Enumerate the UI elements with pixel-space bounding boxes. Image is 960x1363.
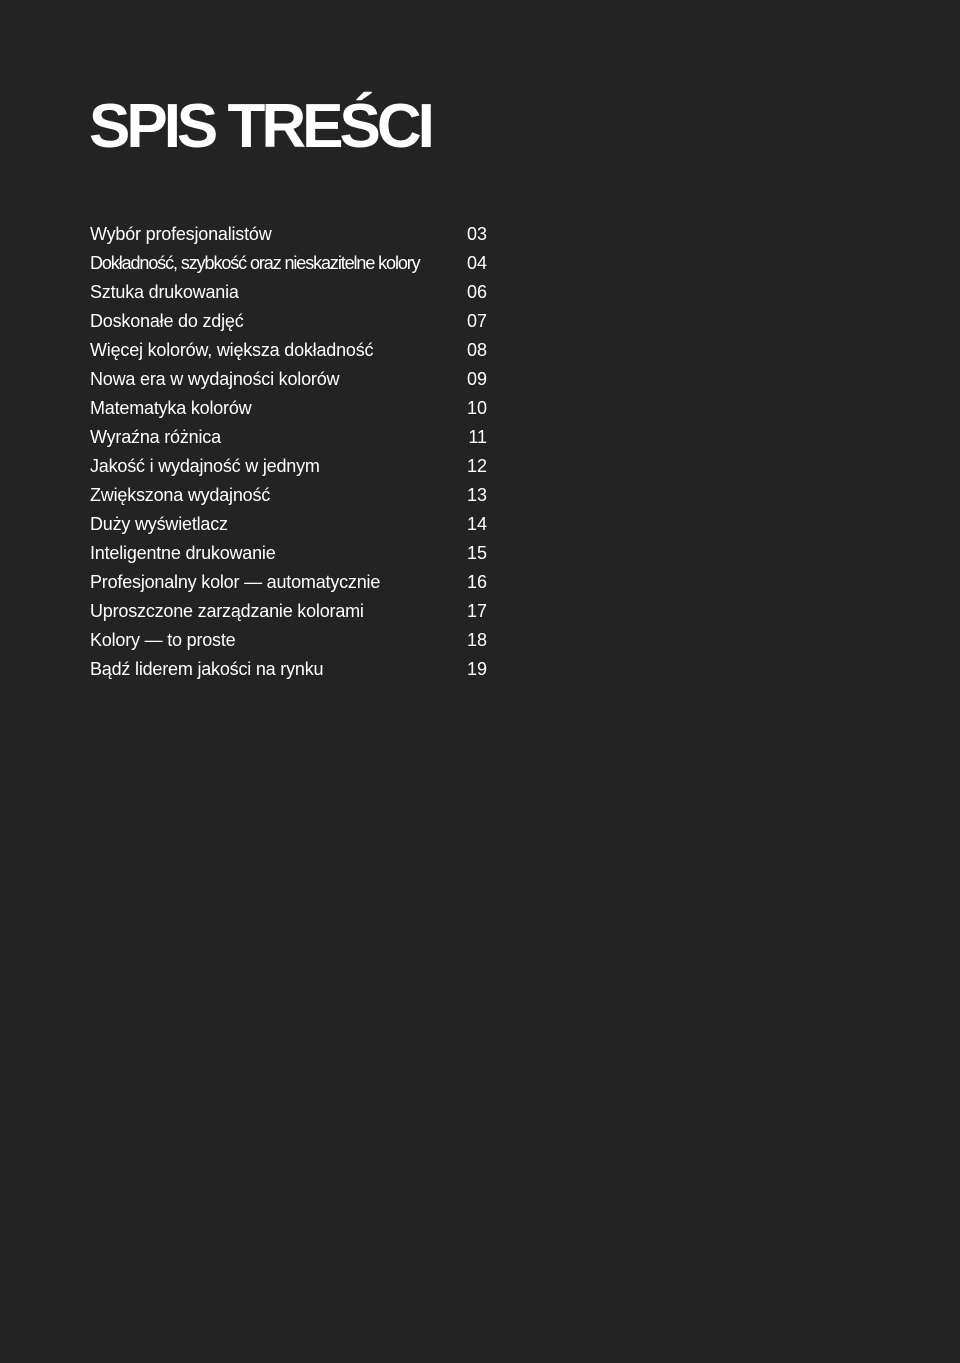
toc-entry[interactable]: [90, 626, 490, 655]
toc-entry[interactable]: [90, 220, 490, 249]
toc-entry[interactable]: [90, 597, 490, 626]
toc-entry-page: 07: [466, 311, 487, 331]
toc-entry[interactable]: [90, 510, 490, 539]
toc-entry-title: Bądź liderem jakości na rynku: [90, 659, 324, 679]
toc-entry-page: 11: [468, 427, 487, 447]
toc-entry-page: 08: [466, 340, 487, 360]
toc-entry-title: Inteligentne drukowanie: [90, 543, 276, 563]
toc-entry[interactable]: [90, 452, 490, 481]
toc-entry-title: Zwiększona wydajność: [90, 485, 271, 505]
toc-entry[interactable]: [90, 655, 490, 684]
toc-entry-title: Dokładność, szybkość oraz nieskazitelne kolory: [90, 253, 420, 273]
toc-entry-title: Kolory — to proste: [90, 630, 236, 650]
table-of-contents: [90, 220, 490, 684]
toc-entry-page: 15: [466, 543, 487, 563]
toc-entry[interactable]: [90, 249, 490, 278]
toc-entry-page: 17: [466, 601, 487, 621]
toc-entry[interactable]: [90, 423, 490, 452]
toc-entry-page: 19: [466, 659, 487, 679]
page-title: SPIS TREŚCI: [89, 92, 431, 161]
toc-entry-title: Uproszczone zarządzanie kolorami: [90, 601, 364, 621]
toc-entry-title: Matematyka kolorów: [90, 398, 252, 418]
toc-entry-page: 03: [466, 224, 487, 244]
toc-entry-title: Wyraźna różnica: [90, 427, 221, 447]
toc-entry[interactable]: [90, 307, 490, 336]
toc-entry-title: Nowa era w wydajności kolorów: [90, 369, 340, 389]
toc-entry-page: 13: [466, 485, 487, 505]
toc-entry[interactable]: [90, 568, 490, 597]
toc-entry[interactable]: [90, 539, 490, 568]
toc-entry-page: 12: [466, 456, 487, 476]
toc-entry-title: Profesjonalny kolor — automatycznie: [90, 572, 381, 592]
toc-entry-title: Wybór profesjonalistów: [90, 224, 272, 244]
toc-entry-page: 16: [466, 572, 487, 592]
toc-entry-title: Duży wyświetlacz: [90, 514, 228, 534]
toc-entry-page: 04: [466, 253, 487, 273]
toc-entry-title: Doskonałe do zdjęć: [90, 311, 244, 331]
toc-entry-page: 18: [466, 630, 487, 650]
toc-entry[interactable]: [90, 365, 490, 394]
toc-entry-page: 09: [466, 369, 487, 389]
toc-entry[interactable]: [90, 336, 490, 365]
toc-entry[interactable]: [90, 394, 490, 423]
toc-entry-title: Sztuka drukowania: [90, 282, 239, 302]
toc-entry-page: 10: [466, 398, 487, 418]
toc-entry[interactable]: [90, 278, 490, 307]
toc-entry-page: 06: [466, 282, 487, 302]
toc-entry-page: 14: [466, 514, 487, 534]
toc-entry-title: Jakość i wydajność w jednym: [90, 456, 320, 476]
toc-entry[interactable]: [90, 481, 490, 510]
toc-entry-title: Więcej kolorów, większa dokładność: [90, 340, 374, 360]
